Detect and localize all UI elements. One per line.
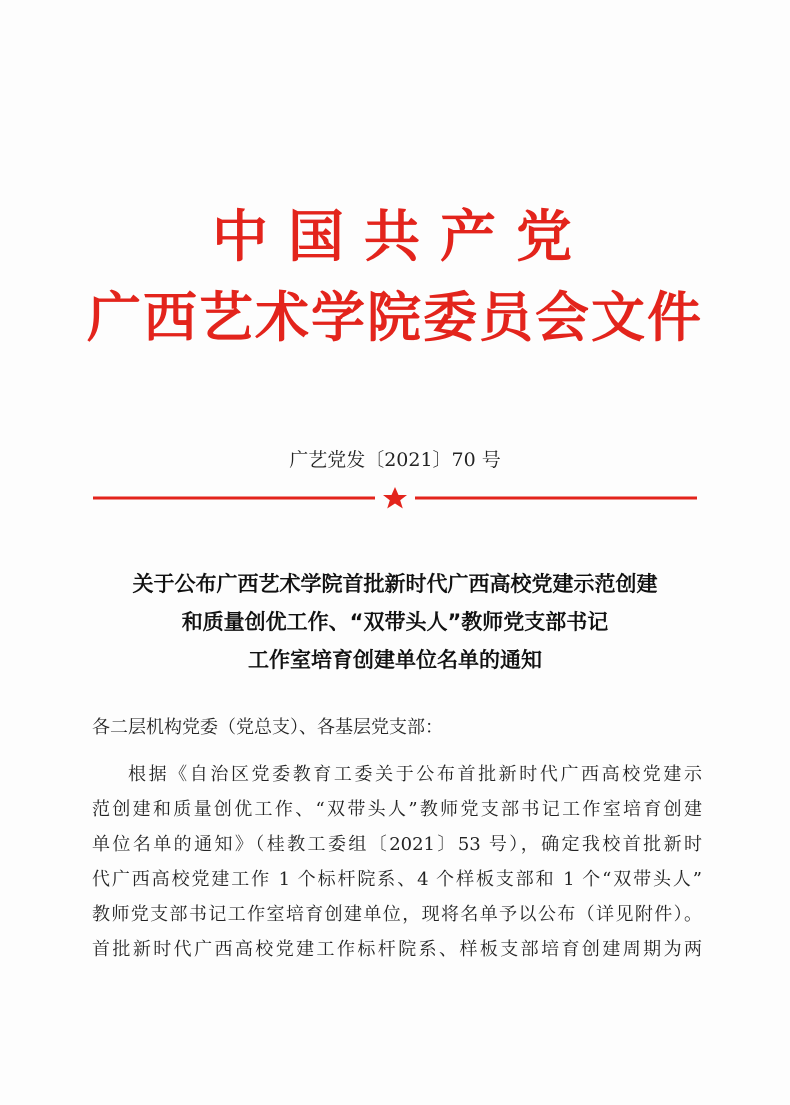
body-line: 范创建和质量创优工作、“双带头人”教师党支部书记工作室培育创建 [92,799,702,820]
body-line: 根据《自治区党委教育工委关于公布首批新时代广西高校党建示 [128,764,702,785]
star-icon [383,487,407,509]
notice-title [0,565,790,679]
title-line: 关于公布广西艺术学院首批新时代广西高校党建示范创建 [132,572,658,596]
red-separator [93,484,697,514]
body-line: 代广西高校党建工作 1 个标杆院系、4 个样板支部和 1 个“双带头人” [92,869,702,890]
body-paragraph [92,757,702,967]
masthead-committee-name: 广西艺术学院委员会文件 [87,286,703,349]
body-line: 单位名单的通知》（桂教工委组〔2021〕53 号），确定我校首批新时 [92,834,702,855]
masthead-party-name: 中国共产党 [212,205,592,270]
title-line: 和质量创优工作、“双带头人”教师党支部书记 [181,610,609,634]
salutation: 各二层机构党委（党总支）、各基层党支部： [92,717,443,738]
body-line: 首批新时代广西高校党建工作标杆院系、样板支部培育创建周期为两 [92,939,702,960]
title-line: 工作室培育创建单位名单的通知 [248,648,542,672]
document-number: 广艺党发〔2021〕70 号 [289,449,501,471]
body-line: 教师党支部书记工作室培育创建单位，现将名单予以公布（详见附件）。 [92,904,702,925]
